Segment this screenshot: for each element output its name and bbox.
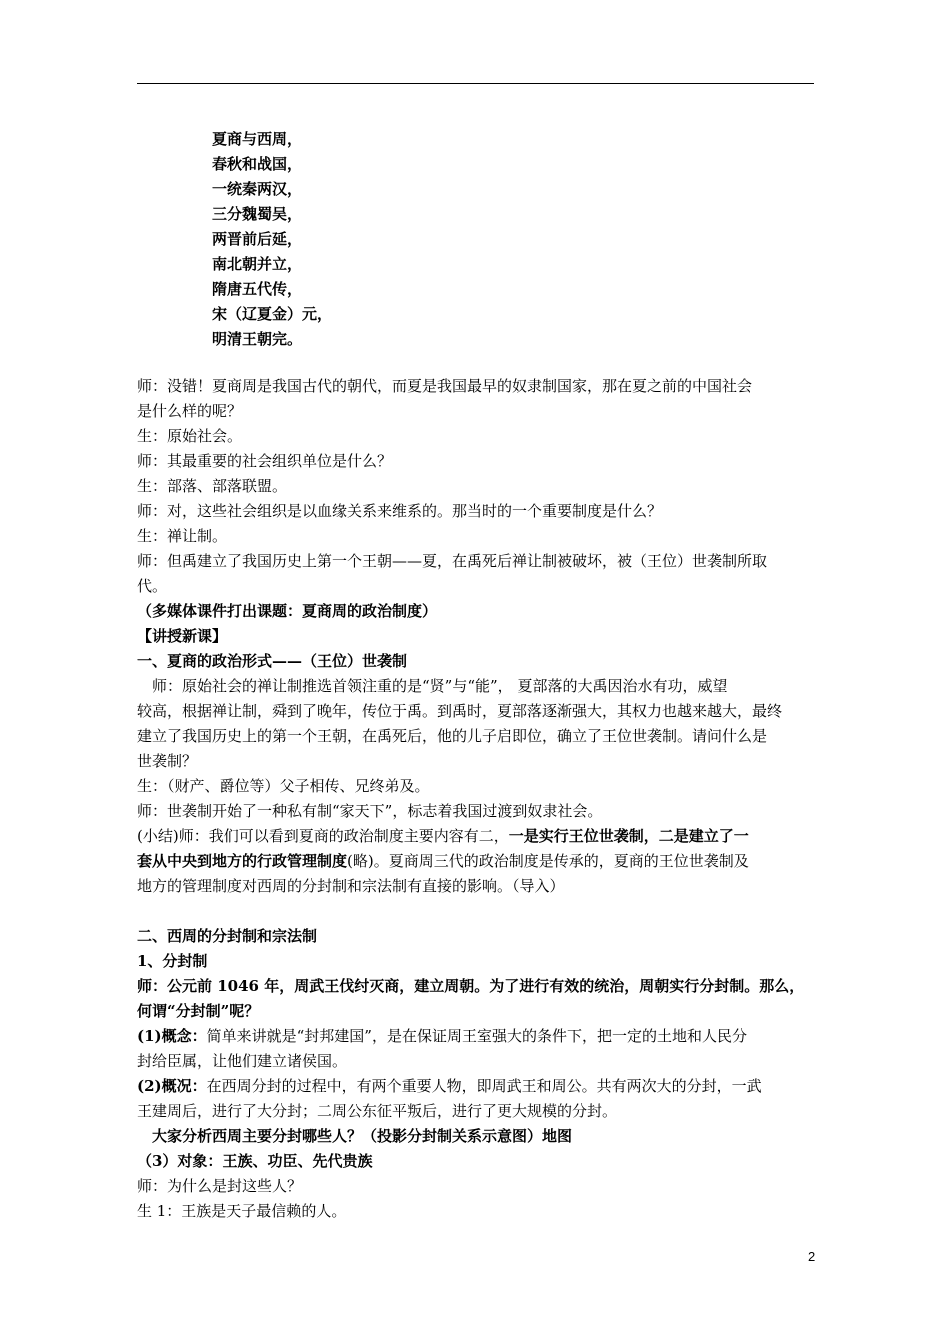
paragraph-line: 封给臣属，让他们建立诸侯国。 [137, 1052, 348, 1070]
dialogue-line: 生：（财产、爵位等）父子相传、兄终弟及。 [137, 777, 430, 795]
paragraph-line: 王建周后，进行了大分封；二周公东征平叛后，进行了更大规模的分封。 [137, 1102, 618, 1120]
question-line: 大家分析西周主要分封哪些人？（投影分封制关系示意图）地图 [137, 1127, 573, 1145]
overview-label: (2)概况： [137, 1077, 207, 1095]
dialogue-line: 生：部落、部落联盟。 [137, 477, 288, 495]
section-heading: 【讲授新课】 [137, 627, 228, 645]
poem-line: 夏商与西周， [212, 130, 303, 148]
concept-text: 简单来讲就是“封邦建国”，是在保证周王室强大的条件下，把一定的土地和人民分 [206, 1027, 747, 1045]
summary-line: 地方的管理制度对西周的分封制和宗法制有直接的影响。（导入） [137, 877, 565, 895]
concept-label: (1)概念： [137, 1027, 207, 1045]
header-rule [137, 83, 814, 84]
summary-bold: 一是实行王位世袭制，二是建立了一 [508, 827, 749, 845]
subsection-heading: 1、分封制 [137, 952, 208, 970]
dialogue-line: 生 1：王族是天子最信赖的人。 [137, 1202, 347, 1220]
summary-line [137, 826, 827, 846]
dialogue-line: 代。 [137, 577, 168, 595]
dialogue-line: 师：但禹建立了我国历史上第一个王朝——夏，在禹死后禅让制被破坏，被（王位）世袭制所取 [137, 552, 768, 570]
poem-line: 南北朝并立， [212, 255, 303, 273]
dialogue-line: 师：为什么是封这些人？ [137, 1177, 303, 1195]
poem-line: 两晋前后延， [212, 230, 303, 248]
paragraph-line: 建立了我国历史上的第一个王朝，在禹死后，他的儿子启即位，确立了王位世袭制。请问什么是 [137, 727, 768, 745]
poem-line: 一统秦两汉， [212, 180, 303, 198]
paragraph-line: 师：原始社会的禅让制推选首领注重的是“贤”与“能”， 夏部落的大禹因治水有功，威望 [137, 677, 728, 695]
poem-line: 宋（辽夏金）元， [212, 305, 333, 323]
summary-text: (略)。夏商周三代的政治制度是传承的，夏商的王位世袭制及 [347, 852, 749, 870]
dialogue-line: 师：其最重要的社会组织单位是什么？ [137, 452, 393, 470]
concept-line [137, 1026, 827, 1046]
objects-line: （3）对象：王族、功臣、先代贵族 [137, 1152, 373, 1170]
summary-text: (小结)师：我们可以看到夏商的政治制度主要内容有二， [137, 827, 509, 845]
poem-line: 三分魏蜀吴， [212, 205, 303, 223]
dialogue-line: 师：对，这些社会组织是以血缘关系来维系的。那当时的一个重要制度是什么？ [137, 502, 663, 520]
dialogue-line: 师：没错！夏商周是我国古代的朝代，而夏是我国最早的奴隶制国家，那在夏之前的中国社会 [137, 377, 753, 395]
overview-line [137, 1076, 827, 1096]
paragraph-line: 师：公元前 1046 年，周武王伐纣灭商，建立周朝。为了进行有效的统治，周朝实行分封制。那么， [137, 977, 805, 995]
section-heading: 二、西周的分封制和宗法制 [137, 927, 318, 945]
dialogue-line: 生：禅让制。 [137, 527, 228, 545]
dialogue-line: 是什么样的呢？ [137, 402, 243, 420]
summary-bold: 套从中央到地方的行政管理制度 [137, 852, 348, 870]
summary-line [137, 851, 827, 871]
dialogue-line: 师：世袭制开始了一种私有制“家天下”，标志着我国过渡到奴隶社会。 [137, 802, 603, 820]
page-number: 2 [808, 1249, 816, 1264]
poem-line: 明清王朝完。 [212, 330, 303, 348]
paragraph-line: 较高，根据禅让制，舜到了晚年，传位于禹。到禹时，夏部落逐渐强大，其权力也越来越大，最终 [137, 702, 783, 720]
poem-line: 春秋和战国， [212, 155, 303, 173]
poem-line: 隋唐五代传， [212, 280, 303, 298]
dialogue-line: 生：原始社会。 [137, 427, 243, 445]
section-heading: 一、夏商的政治形式——（王位）世袭制 [137, 652, 408, 670]
paragraph-line: 何谓“分封制”呢？ [137, 1002, 260, 1020]
paragraph-line: 世袭制？ [137, 752, 198, 770]
overview-text: 在西周分封的过程中，有两个重要人物，即周武王和周公。共有两次大的分封，一武 [206, 1077, 762, 1095]
multimedia-note: （多媒体课件打出课题：夏商周的政治制度） [137, 602, 438, 620]
